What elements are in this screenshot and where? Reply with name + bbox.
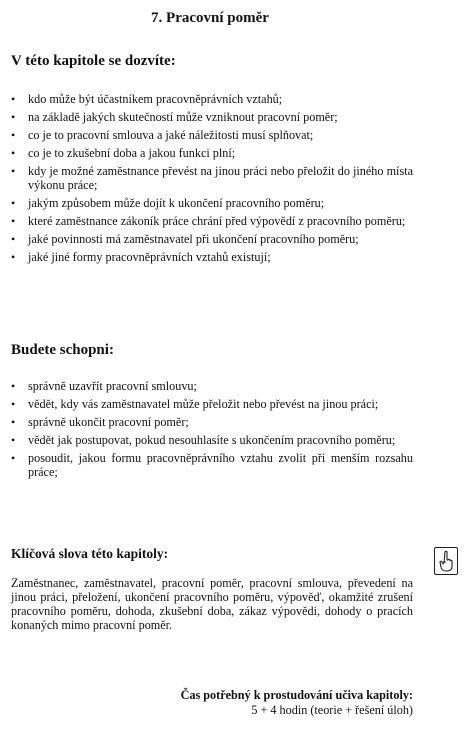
learn-heading: V této kapitole se dozvíte: <box>11 53 176 69</box>
bullet-icon: • <box>11 379 16 393</box>
able-heading: Budete schopni: <box>11 342 114 358</box>
list-item <box>11 397 413 411</box>
list-item-text: co je to pracovní smlouva a jaké náležitosti musí splňovat; <box>28 128 314 142</box>
list-item-text: co je to zkušební doba a jakou funkci plní; <box>28 146 236 160</box>
time-value: 5 + 4 hodin (teorie + řešení úloh) <box>251 703 413 717</box>
bullet-icon: • <box>11 110 16 124</box>
list-item-text: správně ukončit pracovní poměr; <box>28 415 189 429</box>
list-item-text: jaké povinnosti má zaměstnavatel při ukončení pracovního poměru; <box>28 232 359 246</box>
keywords-heading: Klíčová slova této kapitoly: <box>11 546 169 561</box>
list-item <box>11 128 413 142</box>
list-item <box>11 164 413 192</box>
list-item <box>11 196 413 210</box>
bullet-icon: • <box>11 92 16 106</box>
bullet-icon: • <box>11 128 16 142</box>
bullet-icon: • <box>11 196 16 210</box>
learn-list <box>11 92 413 268</box>
list-item <box>11 92 413 106</box>
list-item-text: správně uzavřít pracovní smlouvu; <box>28 379 197 393</box>
bullet-icon: • <box>11 164 16 178</box>
bullet-icon: • <box>11 451 16 465</box>
bullet-icon: • <box>11 433 16 447</box>
list-item <box>11 214 413 228</box>
list-item-text: které zaměstnance zákoník práce chrání před výpovědí z pracovního poměru; <box>28 214 406 228</box>
list-item-text: jaké jiné formy pracovněprávních vztahů existují; <box>28 250 271 264</box>
list-item <box>11 451 413 479</box>
list-item <box>11 146 413 160</box>
list-item <box>11 110 413 124</box>
bullet-icon: • <box>11 415 16 429</box>
list-item-text: jakým způsobem může dojít k ukončení pracovního poměru; <box>28 196 325 210</box>
list-item-text: na základě jakých skutečností může vzniknout pracovní poměr; <box>28 110 338 124</box>
bullet-icon: • <box>11 214 16 228</box>
list-item-text: kdo může být účastníkem pracovněprávních vztahů; <box>28 92 283 106</box>
keywords-text: Zaměstnanec, zaměstnavatel, pracovní poměr, pracovní smlouva, převedení na jinou práci, přeložení, ukončení pracovního poměru, výpověď, okamžité zrušení pracovního poměru, dohoda, zkušební doba, zákaz výpovědi, dohody o pracích konaných mimo pracovní poměr. <box>11 576 413 632</box>
bullet-icon: • <box>11 232 16 246</box>
list-item-text: vědět, kdy vás zaměstnavatel může přeložit nebo převést na jinou práci; <box>28 397 379 411</box>
list-item <box>11 250 413 264</box>
pointing-hand-icon <box>434 547 458 575</box>
list-item <box>11 379 413 393</box>
list-item-text: posoudit, jakou formu pracovněprávního vztahu zvolit při menším rozsahu práce; <box>28 451 413 479</box>
list-item-text: kdy je možné zaměstnance převést na jinou práci nebo přeložit do jiného místa výkonu práce; <box>28 164 413 192</box>
list-item <box>11 232 413 246</box>
bullet-icon: • <box>11 397 16 411</box>
bullet-icon: • <box>11 250 16 264</box>
bullet-icon: • <box>11 146 16 160</box>
chapter-title: 7. Pracovní poměr <box>151 10 269 26</box>
list-item-text: vědět jak postupovat, pokud nesouhlasíte s ukončením pracovního poměru; <box>28 433 396 447</box>
time-required <box>0 688 413 718</box>
time-label: Čas potřebný k prostudování učiva kapitoly: <box>180 688 413 702</box>
list-item <box>11 415 413 429</box>
able-list <box>11 379 413 483</box>
list-item <box>11 433 413 447</box>
